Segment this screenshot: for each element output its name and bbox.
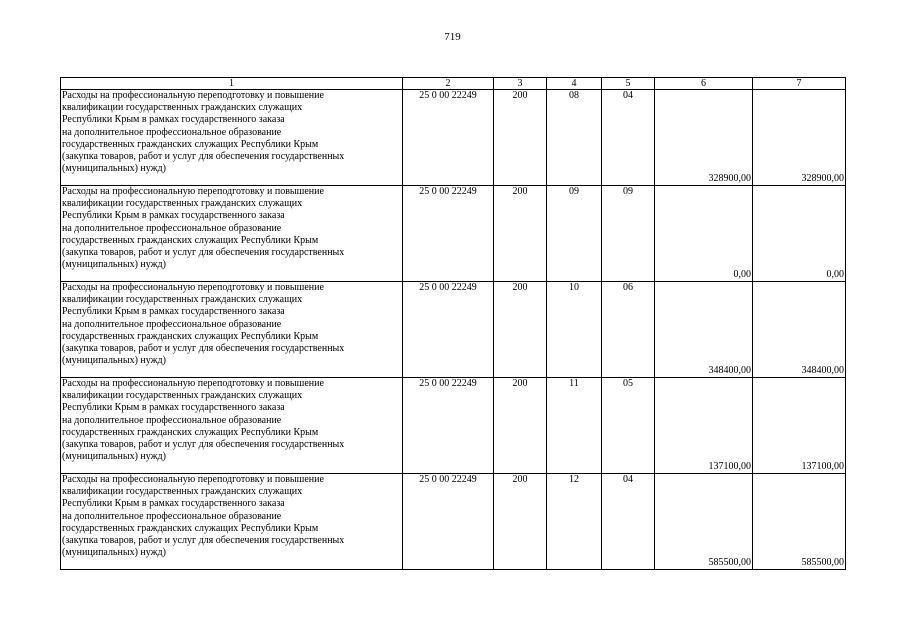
- budget-table: [60, 77, 846, 570]
- column-header: 7: [753, 78, 846, 90]
- amount-col7-cell: 585500,00: [753, 474, 846, 570]
- section-cell: 08: [547, 90, 602, 186]
- target-code-cell: 25 0 00 22249: [403, 90, 494, 186]
- expense-name-line: государственных гражданских служащих Республики Крым: [62, 426, 319, 438]
- expense-name-line: Республики Крым в рамках государственного заказа: [62, 306, 285, 318]
- expense-name-line: квалификации государственных гражданских служащих: [62, 486, 303, 498]
- expense-name-line: (муниципальных) нужд): [62, 355, 166, 367]
- amount-col7-cell: 137100,00: [753, 378, 846, 474]
- expense-name-line: (закупка товаров, работ и услуг для обеспечения государственных: [62, 151, 345, 163]
- expense-name-line: государственных гражданских служащих Республики Крым: [62, 522, 319, 534]
- expense-name-line: (муниципальных) нужд): [62, 259, 166, 271]
- expense-name-line: (закупка товаров, работ и услуг для обеспечения государственных: [62, 247, 345, 259]
- section-cell: 12: [547, 474, 602, 570]
- expense-name-line: на дополнительное профессиональное образование: [62, 222, 282, 234]
- subsection-cell: 09: [602, 186, 655, 282]
- amount-col7-cell: 328900,00: [753, 90, 846, 186]
- expense-name-line: государственных гражданских служащих Республики Крым: [62, 138, 319, 150]
- expense-type-cell: 200: [494, 90, 547, 186]
- expense-name-line: Республики Крым в рамках государственного заказа: [62, 114, 285, 126]
- column-header: 6: [655, 78, 753, 90]
- table-row: [61, 186, 846, 282]
- subsection-cell: 04: [602, 474, 655, 570]
- expense-name-cell: [61, 378, 403, 474]
- expense-name-line: (муниципальных) нужд): [62, 163, 166, 175]
- target-code-cell: 25 0 00 22249: [403, 186, 494, 282]
- subsection-cell: 06: [602, 282, 655, 378]
- expense-name-line: государственных гражданских служащих Республики Крым: [62, 330, 319, 342]
- expense-name-line: на дополнительное профессиональное образование: [62, 510, 282, 522]
- expense-name-cell: [61, 90, 403, 186]
- amount-col7-cell: 348400,00: [753, 282, 846, 378]
- table-row: [61, 474, 846, 570]
- expense-name-line: (муниципальных) нужд): [62, 451, 166, 463]
- target-code-cell: 25 0 00 22249: [403, 282, 494, 378]
- table-header-row: [61, 78, 846, 90]
- expense-name-line: (закупка товаров, работ и услуг для обеспечения государственных: [62, 343, 345, 355]
- expense-name-line: квалификации государственных гражданских служащих: [62, 198, 303, 210]
- expense-name-line: (закупка товаров, работ и услуг для обеспечения государственных: [62, 439, 345, 451]
- expense-name-line: Расходы на профессиональную переподготовку и повышение: [62, 378, 324, 389]
- expense-name-line: Республики Крым в рамках государственного заказа: [62, 498, 285, 510]
- expense-type-cell: 200: [494, 474, 547, 570]
- expense-name-line: (закупка товаров, работ и услуг для обеспечения государственных: [62, 535, 345, 547]
- amount-col6-cell: 348400,00: [655, 282, 753, 378]
- target-code-cell: 25 0 00 22249: [403, 378, 494, 474]
- expense-name-line: Республики Крым в рамках государственного заказа: [62, 210, 285, 222]
- section-cell: 11: [547, 378, 602, 474]
- amount-col6-cell: 585500,00: [655, 474, 753, 570]
- expense-name-line: на дополнительное профессиональное образование: [62, 126, 282, 138]
- expense-name-line: квалификации государственных гражданских служащих: [62, 294, 303, 306]
- expense-name-line: квалификации государственных гражданских служащих: [62, 390, 303, 402]
- page-number: 719: [444, 31, 461, 43]
- column-header: 5: [602, 78, 655, 90]
- expense-name-line: государственных гражданских служащих Республики Крым: [62, 234, 319, 246]
- table-row: [61, 282, 846, 378]
- expense-name-line: Расходы на профессиональную переподготовку и повышение: [62, 90, 324, 101]
- expense-name-cell: [61, 282, 403, 378]
- expense-name-line: Расходы на профессиональную переподготовку и повышение: [62, 186, 324, 197]
- amount-col6-cell: 0,00: [655, 186, 753, 282]
- expense-type-cell: 200: [494, 186, 547, 282]
- expense-name-line: Республики Крым в рамках государственного заказа: [62, 402, 285, 414]
- column-header: 4: [547, 78, 602, 90]
- subsection-cell: 05: [602, 378, 655, 474]
- subsection-cell: 04: [602, 90, 655, 186]
- column-header: 3: [494, 78, 547, 90]
- expense-type-cell: 200: [494, 378, 547, 474]
- expense-name-line: на дополнительное профессиональное образование: [62, 318, 282, 330]
- expense-type-cell: 200: [494, 282, 547, 378]
- column-header: 1: [61, 78, 403, 90]
- amount-col7-cell: 0,00: [753, 186, 846, 282]
- column-header: 2: [403, 78, 494, 90]
- target-code-cell: 25 0 00 22249: [403, 474, 494, 570]
- amount-col6-cell: 328900,00: [655, 90, 753, 186]
- expense-name-line: (муниципальных) нужд): [62, 547, 166, 559]
- amount-col6-cell: 137100,00: [655, 378, 753, 474]
- expense-name-line: квалификации государственных гражданских служащих: [62, 102, 303, 114]
- table-row: [61, 90, 846, 186]
- section-cell: 09: [547, 186, 602, 282]
- expense-name-line: Расходы на профессиональную переподготовку и повышение: [62, 474, 324, 485]
- expense-name-cell: [61, 186, 403, 282]
- expense-name-line: на дополнительное профессиональное образование: [62, 414, 282, 426]
- section-cell: 10: [547, 282, 602, 378]
- expense-name-cell: [61, 474, 403, 570]
- table-row: [61, 378, 846, 474]
- expense-name-line: Расходы на профессиональную переподготовку и повышение: [62, 282, 324, 293]
